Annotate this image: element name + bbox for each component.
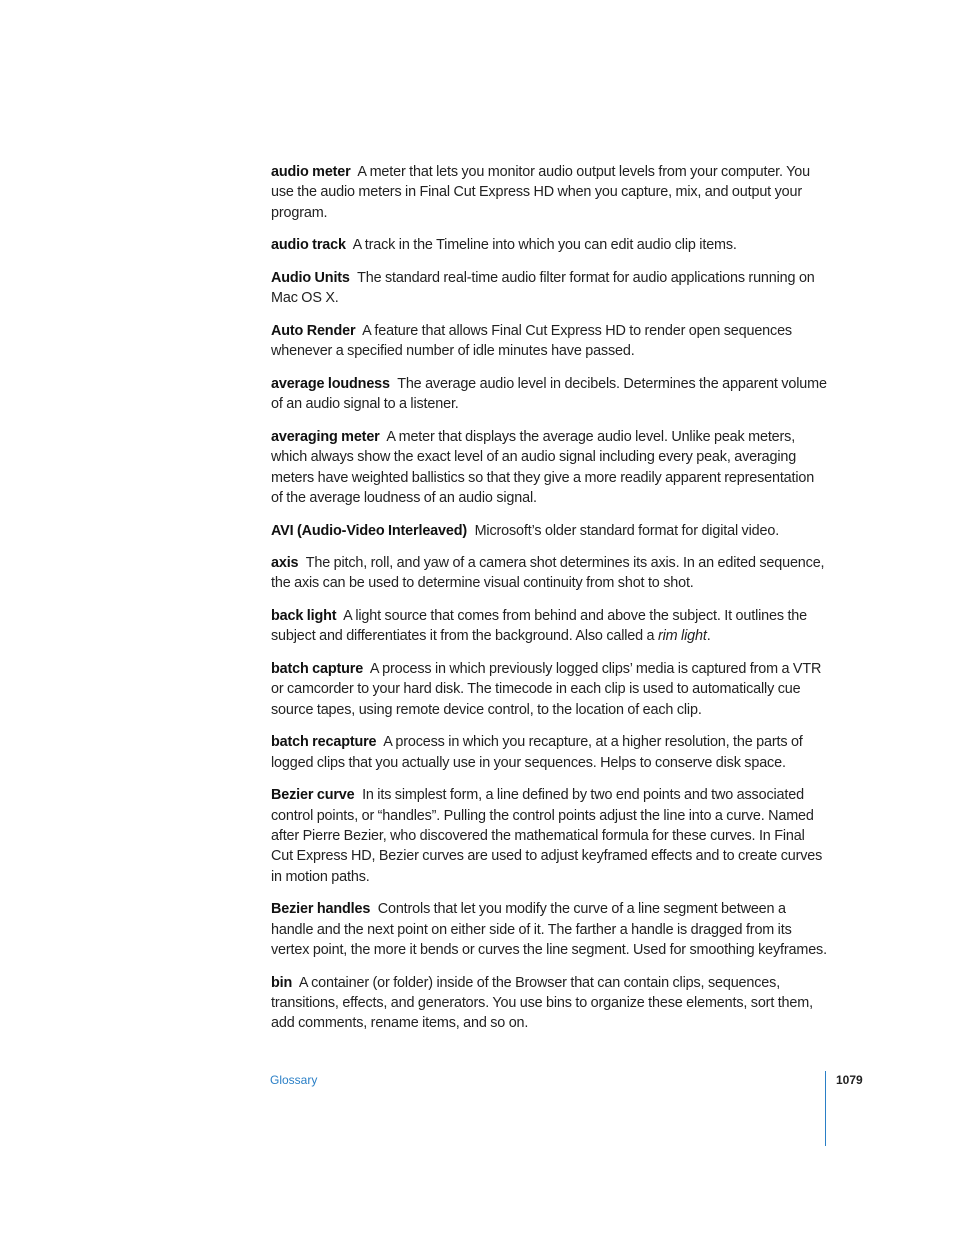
glossary-definition: The standard real-time audio filter format for audio applications running on Mac OS X. (271, 269, 815, 307)
glossary-term: axis (271, 555, 299, 572)
page-number: 1079 (836, 1073, 863, 1087)
glossary-definition: A feature that allows Final Cut Express HD to render open sequences whenever a specified number of idle minutes have passed. (271, 322, 792, 360)
glossary-entry-averaging-meter (271, 427, 827, 508)
glossary-term: batch capture (271, 661, 364, 678)
glossary-term: AVI (Audio-Video Interleaved) (271, 522, 468, 539)
glossary-term: back light (271, 608, 337, 625)
glossary-entry-audio-meter (271, 162, 827, 223)
glossary-definition: A container (or folder) inside of the Browser that can contain clips, sequences, transitions, effects, and generators. You use bins to organize these elements, sort them, add comments, rename items, and so on. (271, 974, 813, 1032)
glossary-definition: The average audio level in decibels. Determines the apparent volume of an audio signal to a listener. (271, 375, 827, 413)
glossary-term: Auto Render (271, 322, 356, 339)
glossary-definition-emphasis: rim light (657, 628, 707, 645)
glossary-entry-audio-track (271, 235, 827, 255)
glossary-term: Audio Units (271, 269, 350, 286)
glossary-entry-bezier-handles (271, 899, 827, 960)
glossary-entry-bezier-curve (271, 785, 827, 886)
glossary-entry-bin (271, 973, 827, 1034)
footer-divider (825, 1071, 826, 1146)
glossary-entry-axis (271, 553, 827, 594)
glossary-term: average loudness (271, 375, 390, 392)
glossary-entry-batch-capture (271, 659, 827, 720)
glossary-list (271, 162, 827, 1046)
glossary-term: audio track (271, 237, 346, 254)
glossary-entry-audio-units (271, 268, 827, 309)
glossary-entry-avi (271, 521, 827, 541)
glossary-definition: The pitch, roll, and yaw of a camera shot determines its axis. In an edited sequence, the axis can be used to determine visual continuity from shot to shot. (271, 555, 825, 592)
glossary-definition: Microsoft’s older standard format for digital video. (474, 522, 780, 539)
glossary-term: audio meter (271, 164, 351, 180)
glossary-term: bin (271, 974, 293, 991)
glossary-term: batch recapture (271, 734, 377, 751)
glossary-definition: A meter that displays the average audio level. Unlike peak meters, which always show the exact level of an audio signal including every peak, averaging meters have weighted ballistics so that they give a more readily apparent representation of the average loudness of an audio signal. (271, 428, 815, 506)
glossary-term: Bezier curve (271, 787, 355, 804)
glossary-entry-auto-render (271, 321, 827, 362)
glossary-term: averaging meter (271, 428, 380, 445)
glossary-term: Bezier handles (271, 901, 371, 918)
glossary-definition: A meter that lets you monitor audio output levels from your computer. You use the audio meters in Final Cut Express HD when you capture, mix, and output your program. (271, 164, 810, 221)
footer-section-label: Glossary (270, 1073, 318, 1087)
glossary-definition: A track in the Timeline into which you can edit audio clip items. (352, 237, 737, 254)
glossary-definition: A light source that comes from behind and above the subject. It outlines the subject and differentiates it from the background. Also called a (271, 608, 808, 645)
glossary-entry-batch-recapture (271, 732, 827, 773)
glossary-definition: A process in which you recapture, at a higher resolution, the parts of logged clips that you actually use in your sequences. Helps to conserve disk space. (271, 734, 803, 771)
glossary-definition-suffix: . (706, 628, 711, 645)
glossary-entry-back-light (271, 606, 827, 647)
glossary-definition: In its simplest form, a line defined by two end points and two associated control points, or “handles”. Pulling the control points adjust the line into a curve. Named after Pierre Bezier, who discovered the mathematical formula for these curves. In Final Cut Express HD, Bezier curves are used to adjust keyframed effects and to create curves in motion paths. (271, 787, 823, 885)
glossary-definition: Controls that let you modify the curve of a line segment between a handle and the next point on either side of it. The farther a handle is dragged from its vertex point, the more it bends or curves the line segment. Used for smoothing keyframes. (271, 901, 827, 958)
glossary-definition: A process in which previously logged clips’ media is captured from a VTR or camcorder to your hard disk. The timecode in each clip is used to automatically cue source tapes, using remote device control, to the location of each clip. (271, 661, 822, 718)
glossary-entry-average-loudness (271, 374, 827, 415)
